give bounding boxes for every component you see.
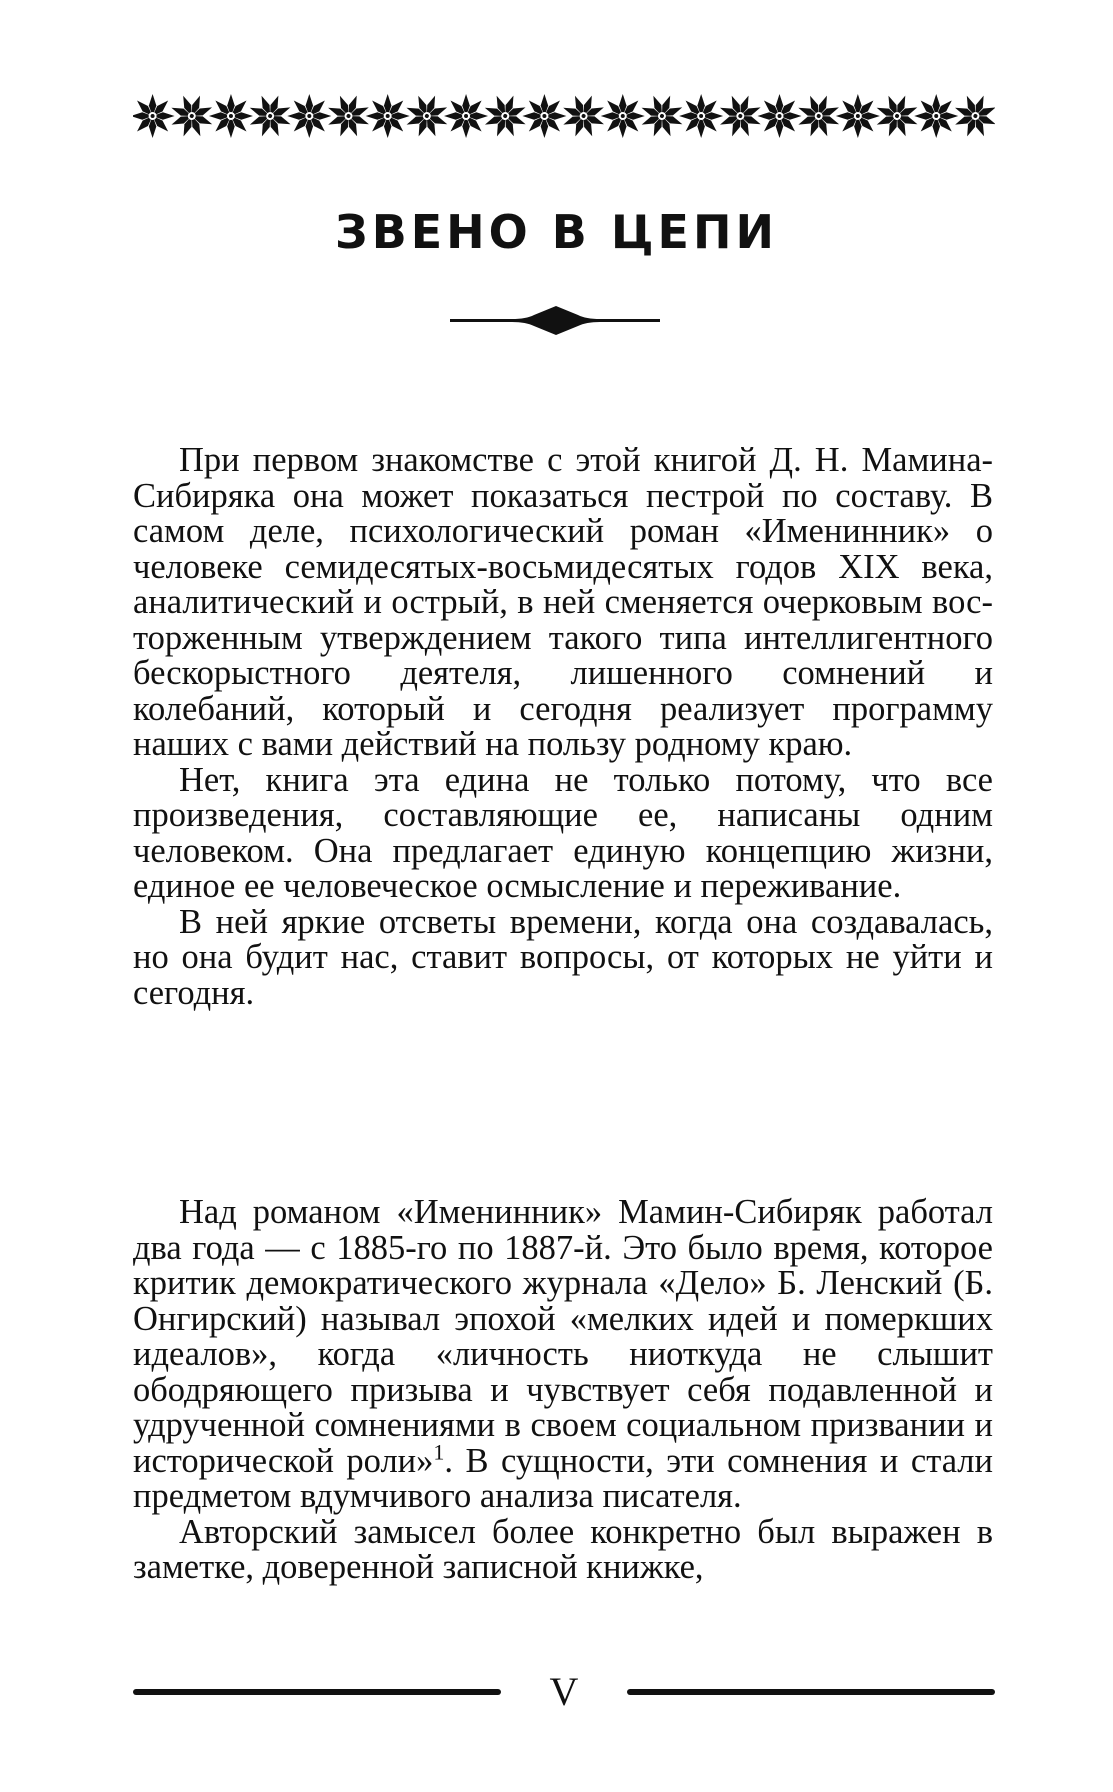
ornament-star-icon bbox=[444, 94, 488, 138]
title-divider-ornament bbox=[450, 302, 660, 338]
ornament-star-icon bbox=[836, 94, 880, 138]
ornament-star-icon bbox=[601, 94, 645, 138]
novel-section bbox=[133, 1195, 993, 1586]
paragraph: Авторский замысел более конкретно был выражен в заметке, доверенной записной книжке, bbox=[133, 1512, 993, 1586]
paragraph: При первом знакомстве с этой книгой Д. Н. Мамина-Сибиряка она может показаться пестрой по составу. В самом деле, психологический роман «Именинник» о человеке семидесятых-восьмидесятых годов XIX века, аналитический и острый, в ней сменяется очерковым восторженным утверждением такого типа интеллигентного бескорыстного деятеля, лишенного сомнений и колебаний, который и сегодня реализует программу наших с вами действий на пользу родному краю. bbox=[133, 441, 993, 763]
ornament-star-icon bbox=[366, 94, 410, 138]
footer-rule-left bbox=[133, 1689, 501, 1695]
paragraph-with-footnote bbox=[133, 1195, 993, 1515]
ornament-star-icon bbox=[209, 94, 253, 138]
ornament-star-icon bbox=[287, 94, 331, 138]
paragraph: В ней яркие отсветы времени, когда она создавалась, но она будит нас, ставит вопросы, от которых не уйти и сегодня. bbox=[133, 902, 993, 1012]
ornament-star-icon bbox=[914, 94, 958, 138]
paragraph-text: . В сущности, эти сомнения и стали предметом вдумчивого анализа писателя. bbox=[133, 1441, 993, 1515]
footnote-reference[interactable]: 1 bbox=[433, 1439, 445, 1464]
ornament-star-icon bbox=[758, 94, 802, 138]
decorative-ornament-band bbox=[133, 88, 995, 144]
page-footer bbox=[133, 1668, 995, 1718]
ornament-star-icon bbox=[522, 94, 566, 138]
page-number: V bbox=[549, 1669, 579, 1714]
paragraph-text: Над романом «Именинник» Мамин-Сибиряк работал два года — с 1885-го по 1887-й. Это было время, которое критик демократического журнала «Дело» Б. Ленский (Б. Онгирский) называл эпохой «мелких идей и померкших идеалов», когда «личность ниоткуда не слышит ободряющего призыва и чувствует себя подавленной и удрученной сомнениями в своем социальном призвании и исторической роли» bbox=[133, 1193, 993, 1480]
ornament-star-icon bbox=[133, 94, 175, 138]
paragraph: Нет, книга эта едина не только потому, что все произведения, составляющие ее, написаны одним человеком. Она предлагает единую концепцию жизни, единое ее человеческое осмысление и переживание. bbox=[133, 760, 993, 905]
chapter-title: ЗВЕНО В ЦЕПИ bbox=[335, 205, 778, 259]
footer-rule-right bbox=[627, 1689, 995, 1695]
ornament-star-icon bbox=[679, 94, 723, 138]
intro-section bbox=[133, 443, 993, 1011]
